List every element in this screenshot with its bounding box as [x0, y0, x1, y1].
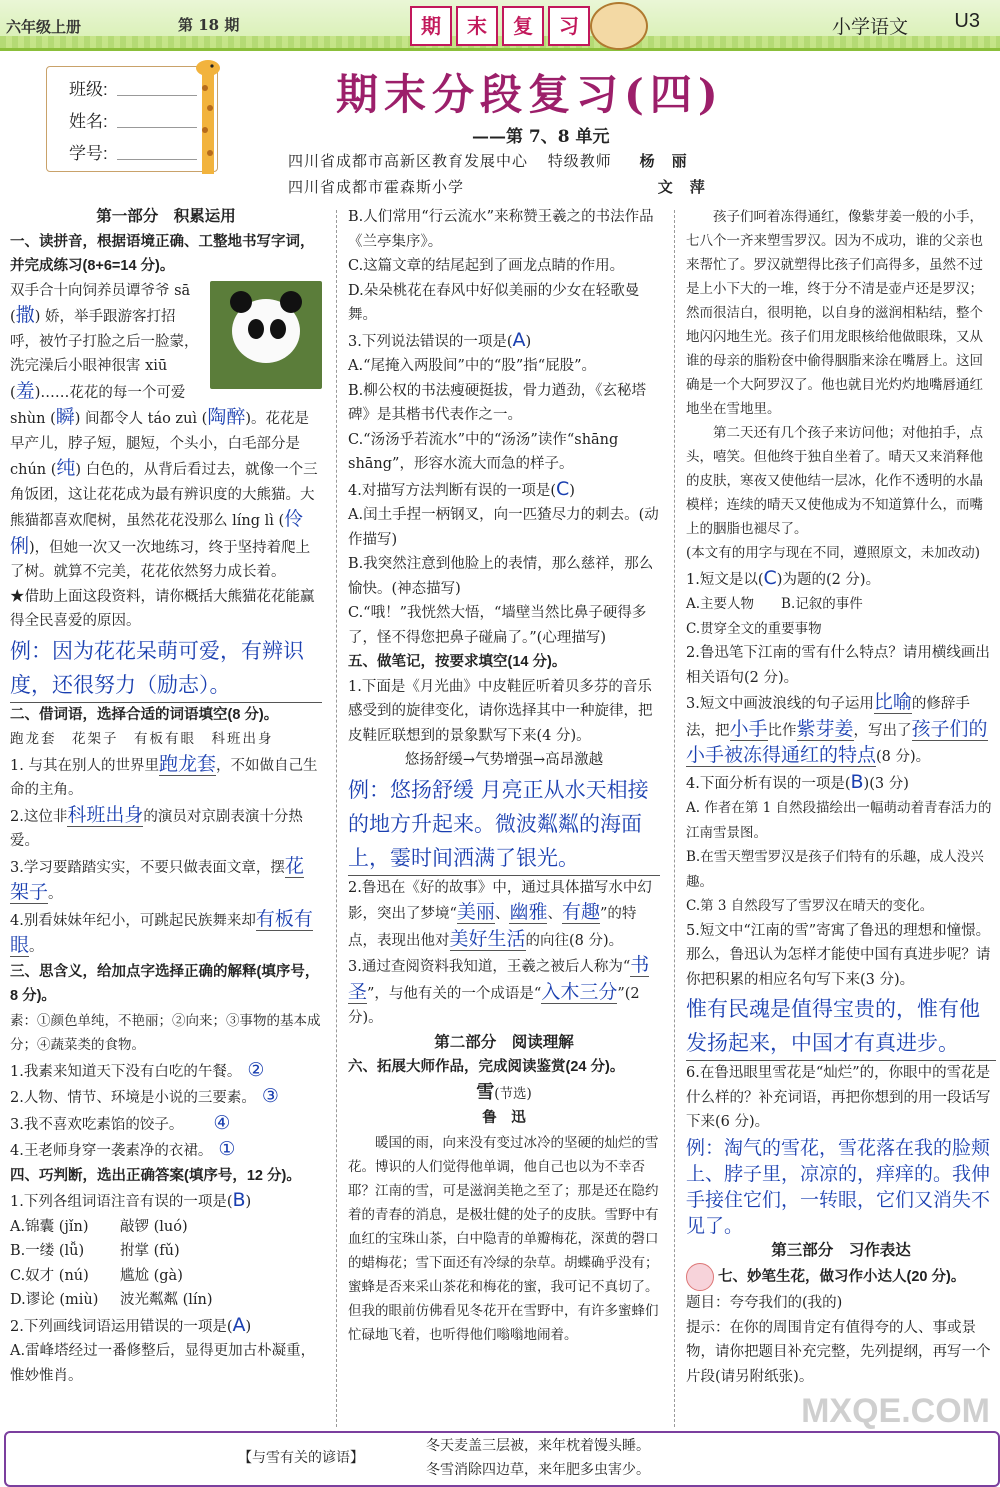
q6-5: 5.短文中“江南的雪”寄寓了鲁迅的理想和憧憬。那么，鲁迅认为怎样才能使中国有真进步呢？请你把积累的相应名句写下来(3 分)。: [686, 922, 991, 988]
answer-chun: 纯: [56, 457, 76, 479]
answer-taozui: 陶醉: [207, 406, 246, 428]
review-char-2: 末: [456, 6, 498, 46]
issue-label: 第 18 期: [178, 16, 240, 34]
q6-4-option: A. 作者在第 1 自然段描绘出一幅萌动着青春活力的江南雪景图。: [686, 800, 992, 841]
column-2: [348, 205, 660, 1347]
passage-text: 双手合十向饲养员谭爷爷 sā (: [10, 282, 191, 325]
q5-text: ”的特点，表现出他对: [348, 906, 637, 949]
id-label: 学号:: [69, 144, 108, 163]
q2-item-2: [10, 803, 322, 854]
q6-6-answer: 例：淘气的雪花，雪花落在我的脸颊上、脖子里，凉凉的，痒痒的。我伸手接住它们，一转眼，它们又消失不见了。: [686, 1136, 991, 1237]
q6-text: )(3 分): [863, 775, 909, 792]
bunny-icon: [686, 1263, 714, 1291]
q5-1: 1.下面是《月光曲》中皮鞋匠听着贝多芬的音乐感受到的旋律变化，请你选择其中一种旋律，把皮鞋匠联想到的景象默写下来(4 分)。: [348, 678, 653, 744]
part1-heading: 第一部分 积累运用: [96, 208, 236, 225]
passage-text: )。花花是早产儿，脖子短，腿短，个头小，白毛部分是 chún (: [10, 411, 310, 478]
q5-text: 3.通过查阅资料我知道，王羲之被后人称为“: [348, 959, 631, 975]
q5-text: 的向往(8 分)。: [525, 932, 624, 949]
q6-text: 3.短文中画波浪线的句子运用: [686, 696, 874, 712]
proverb-label: 【与雪有关的谚语】: [238, 1450, 364, 1466]
q2-text: 4.别看妹妹年纪小，可跳起民族舞来却: [10, 912, 256, 929]
q6-4-option: C.第 3 自然段写了雪罗汉在晴天的变化。: [686, 898, 934, 914]
q3-item: [10, 1084, 322, 1111]
q4-text: 1.下列各组词语注音有误的一项是(: [10, 1194, 233, 1210]
q4-title: 四、巧判断，选出正确答案(填序号，12 分)。: [10, 1167, 301, 1184]
class-field[interactable]: [117, 95, 197, 96]
passage-text: )……花花的每一个可爱 shùn (: [10, 384, 186, 427]
q4-4: 4.对描写方法判断有误的一项是(C): [348, 477, 575, 500]
q2-text: 2.这位非: [10, 808, 68, 825]
q6-6: 6.在鲁迅眼里雪花是“灿烂”的，你眼中的雪花是什么样的？补充词语，再把你想到的用一段话写下来(6 分)。: [686, 1065, 991, 1130]
snow-title: 雪: [476, 1081, 495, 1102]
snow-passage-cont: 孩子们呵着冻得通红，像紫芽姜一般的小手，七八个一齐来塑雪罗汉。因为不成功，谁的父亲也来帮忙了。罗汉就塑得比孩子们高得多，虽然不过是上小下大的一堆，终于分不清是壶卢还是罗汉；然而很洁白，很明艳，以自身的滋润相粘结，整个地闪闪地生光。孩子们用龙眼核给他做眼珠，又从谁的母亲的脂粉奁中偷得胭脂来涂在嘴唇上。这回确是一个大阿罗汉了。他也就目光灼灼地嘴唇通红地坐在雪地里。: [686, 209, 983, 417]
q6-5-answer: 惟有民魂是值得宝贵的，惟有他发扬起来，中国才有真进步。: [686, 992, 996, 1061]
answer-xiu: 羞: [15, 379, 35, 402]
name-label: 姓名:: [69, 112, 108, 131]
q4-4-option: C.“哦！”我恍然大悟，“墙壁当然比鼻子硬得多了，怪不得您把鼻子碰扁了。”(心理描写): [348, 605, 647, 646]
q4-2: 2.下列画线词语运用错误的一项是(A): [10, 1313, 252, 1336]
q6-text: 比作: [767, 722, 797, 739]
q1-star-prompt: ★借助上面这段资料，请你概括大熊猫花花能赢得全民喜爱的原因。: [10, 588, 315, 629]
author-1: [288, 150, 688, 171]
q5-1-sequence: 悠扬舒缓→气势增强→高昂激越: [404, 752, 604, 768]
review-char-1: 期: [410, 6, 452, 46]
column-divider: [674, 210, 675, 1427]
q3-item: [10, 1058, 322, 1085]
q4-3-option: B.柳公权的书法瘦硬挺拔，骨力遒劲，《玄秘塔碑》是其楷书代表作之一。: [348, 382, 647, 423]
q5-text: 2.鲁迅在《好的故事》中，通过具体描写水中幻影，突出了梦境“: [348, 879, 652, 922]
q3-answer: ③: [261, 1085, 279, 1107]
q6-3-answer: 比喻: [873, 691, 912, 713]
snow-author: 鲁 迅: [482, 1109, 526, 1126]
page-title: 期末分段复习(四): [336, 70, 724, 119]
option-text: C.奴才 (nú): [10, 1267, 89, 1284]
name-field[interactable]: [117, 127, 197, 128]
q2-text: ，不如做自己生命的主角。: [10, 757, 318, 798]
q3-item: [10, 1111, 322, 1138]
author-2-name: 文 萍: [657, 178, 706, 196]
q6-4: [686, 770, 996, 797]
q4-3: 3.下列说法错误的一项是(A): [348, 328, 532, 351]
q6-4-option: B.在雪天塑雪罗汉是孩子们特有的乐趣，成人没兴趣。: [686, 849, 984, 890]
author-1-name: 杨 丽: [639, 152, 688, 170]
q4-1-option: [10, 1215, 322, 1240]
q5-title: 五、做笔记，按要求填空(14 分)。: [348, 654, 567, 670]
q4-3-answer: A: [512, 328, 526, 351]
grade-label: 六年级上册: [6, 18, 82, 36]
q2-text: 3.学习要踏踏实实，不要只做表面文章，摆: [10, 859, 285, 876]
q5-text: ”，与他有关的一个成语是“: [367, 985, 542, 1002]
q3-answer: ①: [218, 1138, 236, 1160]
q2-answer-4: 有板有眼: [10, 907, 313, 956]
id-field[interactable]: [117, 159, 197, 160]
q6-3: [686, 690, 996, 770]
option-text: D.谬论 (miù): [10, 1292, 99, 1308]
passage-text: )，但她一次又一次地练习，终于坚持着爬上了树。就算不完美，花花依然努力成长着。: [10, 539, 311, 580]
q2-answer-1: 跑龙套: [158, 752, 216, 775]
q6-4-answer: B: [850, 770, 864, 793]
snow-note: (节选): [494, 1085, 532, 1102]
q6-1-option: A.主要人物 B.记叙的事件: [686, 596, 863, 612]
q4-3-option: C.“汤汤乎若流水”中的“汤汤”读作“shāng shāng”，形容水流大而急的样子。: [348, 431, 619, 472]
q6-text: 4.下面分析有误的一项是(: [686, 775, 851, 792]
q4-1: 1.下列各组词语注音有误的一项是(B): [10, 1189, 252, 1211]
q5-2-answer: 幽雅: [509, 901, 548, 923]
passage-text: ) 间都令人 táo zuì (: [74, 411, 208, 427]
subject-label: 小学语文: [832, 17, 909, 38]
answer-lingli: 伶俐: [10, 508, 304, 557]
snow-passage-cont: 第二天还有几个孩子来访问他；对他拍手，点头，嘻笑。但他终于独自坐着了。晴天又来消释他的皮肤，寒夜又使他结一层冰，化作不透明的水晶模样；连续的晴天又使他成为不知道算什么，而嘴上的胭脂也褪尽了。: [686, 425, 983, 537]
q4-text: 2.下列画线词语运用错误的一项是(: [10, 1318, 233, 1335]
q4-4-option: B.我突然注意到他脸上的表情，那么慈祥，那么愉快。(神态描写): [348, 556, 654, 597]
q2-answer-2: 科班出身: [67, 803, 144, 826]
q5-2-answer: 美丽: [456, 901, 495, 923]
q5-3-answer: 入木三分: [541, 980, 618, 1003]
q3-text: 1.我素来知道天下没有白吃的午餐。: [10, 1063, 242, 1080]
proverb-line-1: 冬天麦盖三层被，来年枕着馒头睡。: [426, 1438, 650, 1454]
q6-1-answer: C: [763, 566, 777, 589]
q3-answer: ④: [213, 1111, 231, 1134]
option-text: 敲锣 (luó): [120, 1218, 188, 1235]
snow-passage: 暖国的雨，向来没有变过冰冷的坚硬的灿烂的雪花。博识的人们觉得他单调，他自己也以为不幸否耶？江南的雪，可是滋润美艳之至了；那是还在隐约着的青春的消息，是极壮健的处子的皮肤。雪野中有血红的宝珠山茶，白中隐青的单瓣梅花，深黄的磬口的蜡梅花；雪下面还有冷绿的杂草。胡蝶确乎没有；蜜蜂是否来采山茶花和梅花的蜜，我可记不真切了。但我的眼前仿佛看见冬花开在雪野中，有许多蜜蜂们忙碌地飞着，也听得他们嗡嗡地闹着。: [348, 1134, 659, 1343]
footer: [0, 1425, 1000, 1487]
q4-1-option: [10, 1264, 322, 1289]
giraffe-icon: [190, 58, 224, 176]
author-2: [288, 176, 706, 197]
q7-hint: 提示：在你的周围肯定有值得夸的人、事或景物，请你把题目补充完整，先列提纲，再写一个片段(请另附纸张)。: [686, 1319, 991, 1385]
q4-3-option: A.“尾掩入两股间”中的“股”指“屁股”。: [348, 358, 597, 374]
q4-1-option: [10, 1239, 322, 1264]
option-text: B.一缕 (lǚ): [10, 1243, 85, 1259]
q2-text: 。: [48, 886, 63, 902]
q2-word-bank: 跑龙套 花架子 有板有眼 科班出身: [10, 731, 274, 747]
q4-text: 3.下列说法错误的一项是(: [348, 333, 513, 350]
column-divider: [336, 210, 337, 1427]
q5-2: 2.鲁迅在《好的故事》中，通过具体描写水中幻影，突出了梦境“美丽、幽雅、有趣”的特点，表现出他对美好生活的向往(8 分)。: [348, 879, 652, 950]
q3-text: 3.我不喜欢吃素馅的饺子。: [10, 1116, 184, 1133]
author-1-org: 四川省成都市高新区教育发展中心: [288, 152, 529, 170]
column-3: [686, 205, 996, 1389]
q6-text: 的修辞手法，把: [686, 696, 970, 739]
q2-item-3: [10, 854, 322, 907]
q4-2-option-a: A.雷峰塔经过一番修整后，显得更加古朴凝重，惟妙惟肖。: [10, 1343, 316, 1384]
q3-definitions: 素：①颜色单纯，不艳丽；②向来；③事物的基本成分；④蔬菜类的食物。: [10, 1012, 321, 1053]
q6-text: ，写出了: [853, 722, 912, 739]
page-number: U3: [954, 10, 980, 32]
q7-topic: 题目：夸夸我们的(我的): [686, 1295, 843, 1311]
proverb-line-2: 冬雪消除四边草，来年肥多虫害少。: [426, 1462, 650, 1478]
option-text: 尴尬 (gà): [120, 1267, 183, 1284]
q1-title: 一、读拼音，根据语境正确、工整地书写字词，并完成练习(8+6=14 分)。: [10, 233, 315, 274]
q2-answer-3: 花架子: [10, 854, 304, 903]
q4-4-answer: C: [556, 477, 570, 500]
q2-item-4: [10, 907, 322, 960]
option-text: 波光粼粼 (lín): [120, 1292, 213, 1308]
review-char-3: 复: [502, 6, 544, 46]
q6-3-answer: 小手: [729, 717, 768, 740]
q6-text: (8 分)。: [876, 749, 931, 765]
answer-shun: 瞬: [55, 406, 75, 428]
q4-2-answer: A: [232, 1313, 246, 1336]
q3-title: 三、思含义，给加点字选择正确的解释(填序号，8 分)。: [10, 963, 320, 1004]
q5-3-answer: 书圣: [348, 954, 650, 1003]
q3-text: 4.王老师身穿一袭素净的衣裙。: [10, 1143, 213, 1159]
review-char-4: 习: [548, 6, 590, 46]
q5-2-answer: 美好生活: [449, 927, 526, 950]
author-1-role: 特级教师: [547, 152, 612, 170]
column-1: [10, 205, 322, 1388]
q4-text: 4.对描写方法判断有误的一项是(: [348, 482, 556, 499]
q2-title: 二、借词语，选择合适的词语填空(8 分)。: [10, 706, 279, 723]
passage-note: (本文有的用字与现在不同，遵照原文，未加改动): [686, 545, 981, 561]
q6-title: 六、拓展大师作品，完成阅读鉴赏(24 分)。: [348, 1059, 625, 1075]
watermark: MXQE.COM: [801, 1392, 990, 1430]
cow-mascot-icon: [590, 2, 648, 50]
q6-2: 2.鲁迅笔下江南的雪有什么特点？请用横线画出相关语句(2 分)。: [686, 645, 990, 686]
q3-answer: ②: [247, 1058, 265, 1081]
q2-text: 的演员对京剧表演十分热爱。: [10, 808, 303, 849]
option-text: A.锦囊 (jǐn): [10, 1218, 89, 1235]
page-subtitle: ——第 7、8 单元: [472, 127, 610, 147]
q3-item: [10, 1137, 322, 1164]
snow-title-line: [348, 1080, 660, 1107]
passage-text: ) 白色的，从背后看过去，就像一个三角饭团，这让花花成为最有辨识度的大熊猫。大熊猫都喜欢爬树，虽然花花没那么 líng lì (: [10, 462, 318, 529]
q2-item-1: [10, 752, 322, 803]
q6-3-answer: 孩子们的小手被冻得通红的特点: [686, 717, 988, 766]
panda-image: [210, 281, 322, 389]
q6-3-answer: 紫芽姜: [796, 717, 854, 740]
option-text: 拊掌 (fǔ): [120, 1243, 180, 1259]
q2-text: 1. 与其在别人的世界里: [10, 757, 159, 774]
q6-1: [686, 566, 996, 593]
q5-1-answer: 例：悠扬舒缓 月亮正从水天相接的地方升起来。微波粼粼的海面上，霎时间洒满了银光。: [348, 773, 660, 876]
author-2-org: 四川省成都市霍森斯小学: [288, 178, 465, 196]
q5-text: ”(2 分)。: [348, 985, 640, 1026]
q4-2-option-b: B.人们常用“行云流水”来称赞王羲之的书法作品《兰亭集序》。: [348, 209, 654, 250]
q5-3: [348, 953, 660, 1031]
q6-1-option: C.贯穿全文的重要事物: [686, 620, 822, 637]
q5-2-answer: 有趣: [561, 901, 600, 923]
class-label: 班级:: [69, 80, 108, 99]
q4-2-option-d: D.朵朵桃花在春风中好似美丽的少女在轻歌曼舞。: [348, 282, 640, 323]
q3-text: 2.人物、情节、环境是小说的三要素。: [10, 1090, 256, 1106]
q6-text: )为题的(2 分)。: [776, 571, 881, 588]
q1-answer: 例：因为花花呆萌可爱，有辨识度，还很努力（励志）。: [10, 634, 322, 703]
q4-1-option: [10, 1288, 322, 1313]
q7-title-line: [686, 1263, 996, 1291]
answer-sa: 撒: [15, 304, 35, 326]
part2-heading: 第二部分 阅读理解: [434, 1033, 574, 1051]
q4-4-option: A.闰土手捏一柄钢叉，向一匹猹尽力的刺去。(动作描写): [348, 507, 659, 548]
q7-title: 七、妙笔生花，做习作小达人(20 分)。: [718, 1268, 966, 1285]
q6-text: 1.短文是以(: [686, 571, 764, 588]
passage-text: ) 娇，举手跟游客打招呼，被竹子打脸之后一脸蒙，洗完澡后小眼神很害 xiū (: [10, 309, 199, 401]
q4-1-answer: B: [232, 1189, 246, 1211]
top-banner: [0, 0, 1000, 51]
q2-text: 。: [29, 939, 44, 955]
part3-heading: 第三部分 习作表达: [771, 1241, 911, 1259]
q4-2-option-c: C.这篇文章的结尾起到了画龙点睛的作用。: [348, 258, 625, 274]
